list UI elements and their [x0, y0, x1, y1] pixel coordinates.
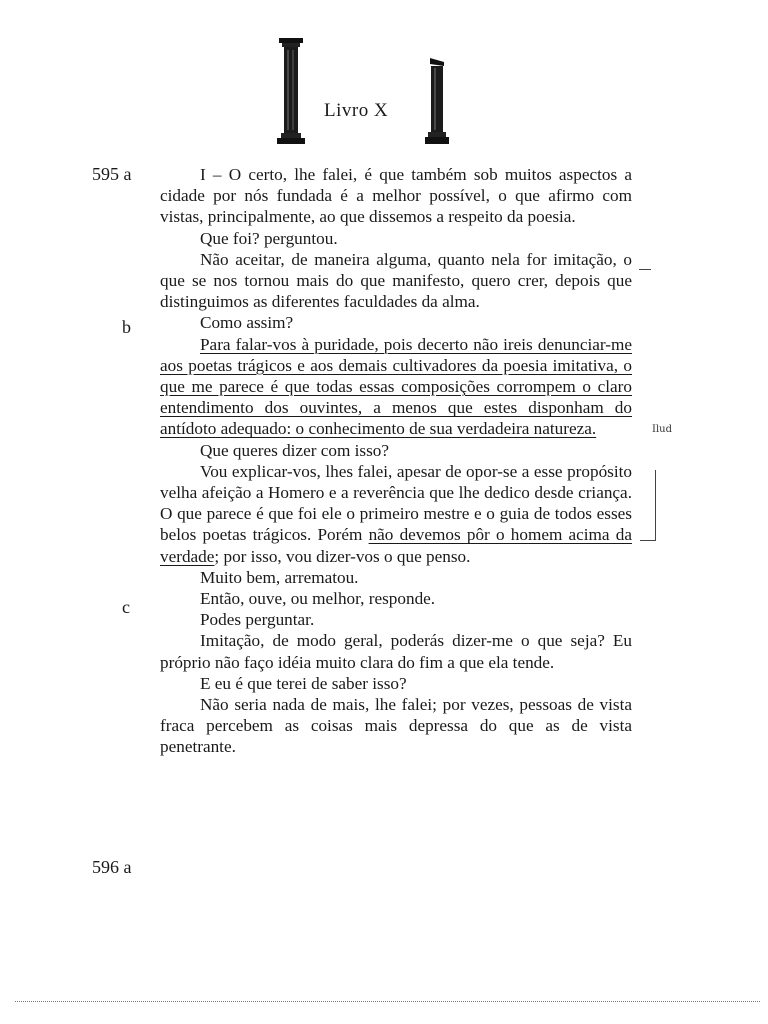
- margin-ref-595a: 595 a: [92, 164, 132, 184]
- paragraph: Não aceitar, de maneira alguma, quanto nela for imitação, o que se nos tornou mais do que manifesto, quero crer, depois que distinguimos as diferentes faculdades da alma.: [160, 249, 632, 312]
- pen-margin-line: [655, 470, 656, 540]
- paragraph: Que queres dizer com isso?: [200, 440, 389, 460]
- paragraph: Podes perguntar.: [200, 610, 315, 630]
- text-segment: Vou explicar-vos, lhes falei, apesar de opor-se a esse propósito velha afeição a Homero e a reverência que lhe dedico desde criança. O que parece é que foi ele o primeiro mestre e o guia de todos esses belos poetas trágicos. Porém: [160, 461, 632, 545]
- underlined-segment: não devemos pôr o homem acima da verdade: [160, 525, 632, 566]
- pen-mark: [640, 540, 656, 541]
- chapter-title: Livro X: [324, 100, 389, 121]
- column-ornament-left-icon: [276, 38, 306, 148]
- chapter-header: [270, 38, 460, 148]
- margin-ref-c: c: [122, 597, 130, 617]
- paragraph: Imitação, de modo geral, poderás dizer-me o que seja? Eu próprio não faço idéia muito clara do fim a que ela tende.: [160, 631, 632, 672]
- paragraph: Muito bem, arrematou.: [200, 567, 359, 587]
- homero-paragraph: [160, 461, 632, 567]
- paragraph: Como assim?: [200, 313, 294, 333]
- underlined-paragraph: Para falar-vos à puridade, pois decerto não ireis denunciar-me aos poetas trágicos e aos demais cultivadores da poesia imitativa, o que me parece é que todas essas composições corrompem o claro entendimento dos ouvintes, a menos que estes disponham do antídoto adequado: o conhecimento de sua verdadeira natureza.: [160, 334, 632, 439]
- column-ornament-right-icon: [424, 58, 450, 148]
- paragraph: Então, ouve, ou melhor, responde.: [200, 589, 436, 609]
- handwritten-note: Ilud: [652, 424, 672, 435]
- margin-ref-596a: 596 a: [92, 857, 132, 877]
- scan-edge-dots: [15, 1001, 760, 1002]
- body-text: [160, 164, 632, 758]
- text-segment: ; por isso, vou dizer-vos o que penso.: [214, 546, 471, 566]
- margin-ref-b: b: [122, 317, 131, 337]
- paragraph: E eu é que terei de saber isso?: [200, 673, 407, 693]
- paragraph: Não seria nada de mais, lhe falei; por vezes, pessoas de vista fraca percebem as coisas mais depressa do que as de vista penetrante.: [160, 695, 632, 757]
- paragraph: Que foi? perguntou.: [200, 228, 338, 248]
- paragraph: I – O certo, lhe falei, é que também sob muitos aspectos a cidade por nós fundada é a melhor possível, o que afirmo com vistas, principalmente, ao que dissemos a respeito da poesia.: [160, 165, 632, 227]
- pen-mark: [639, 269, 651, 270]
